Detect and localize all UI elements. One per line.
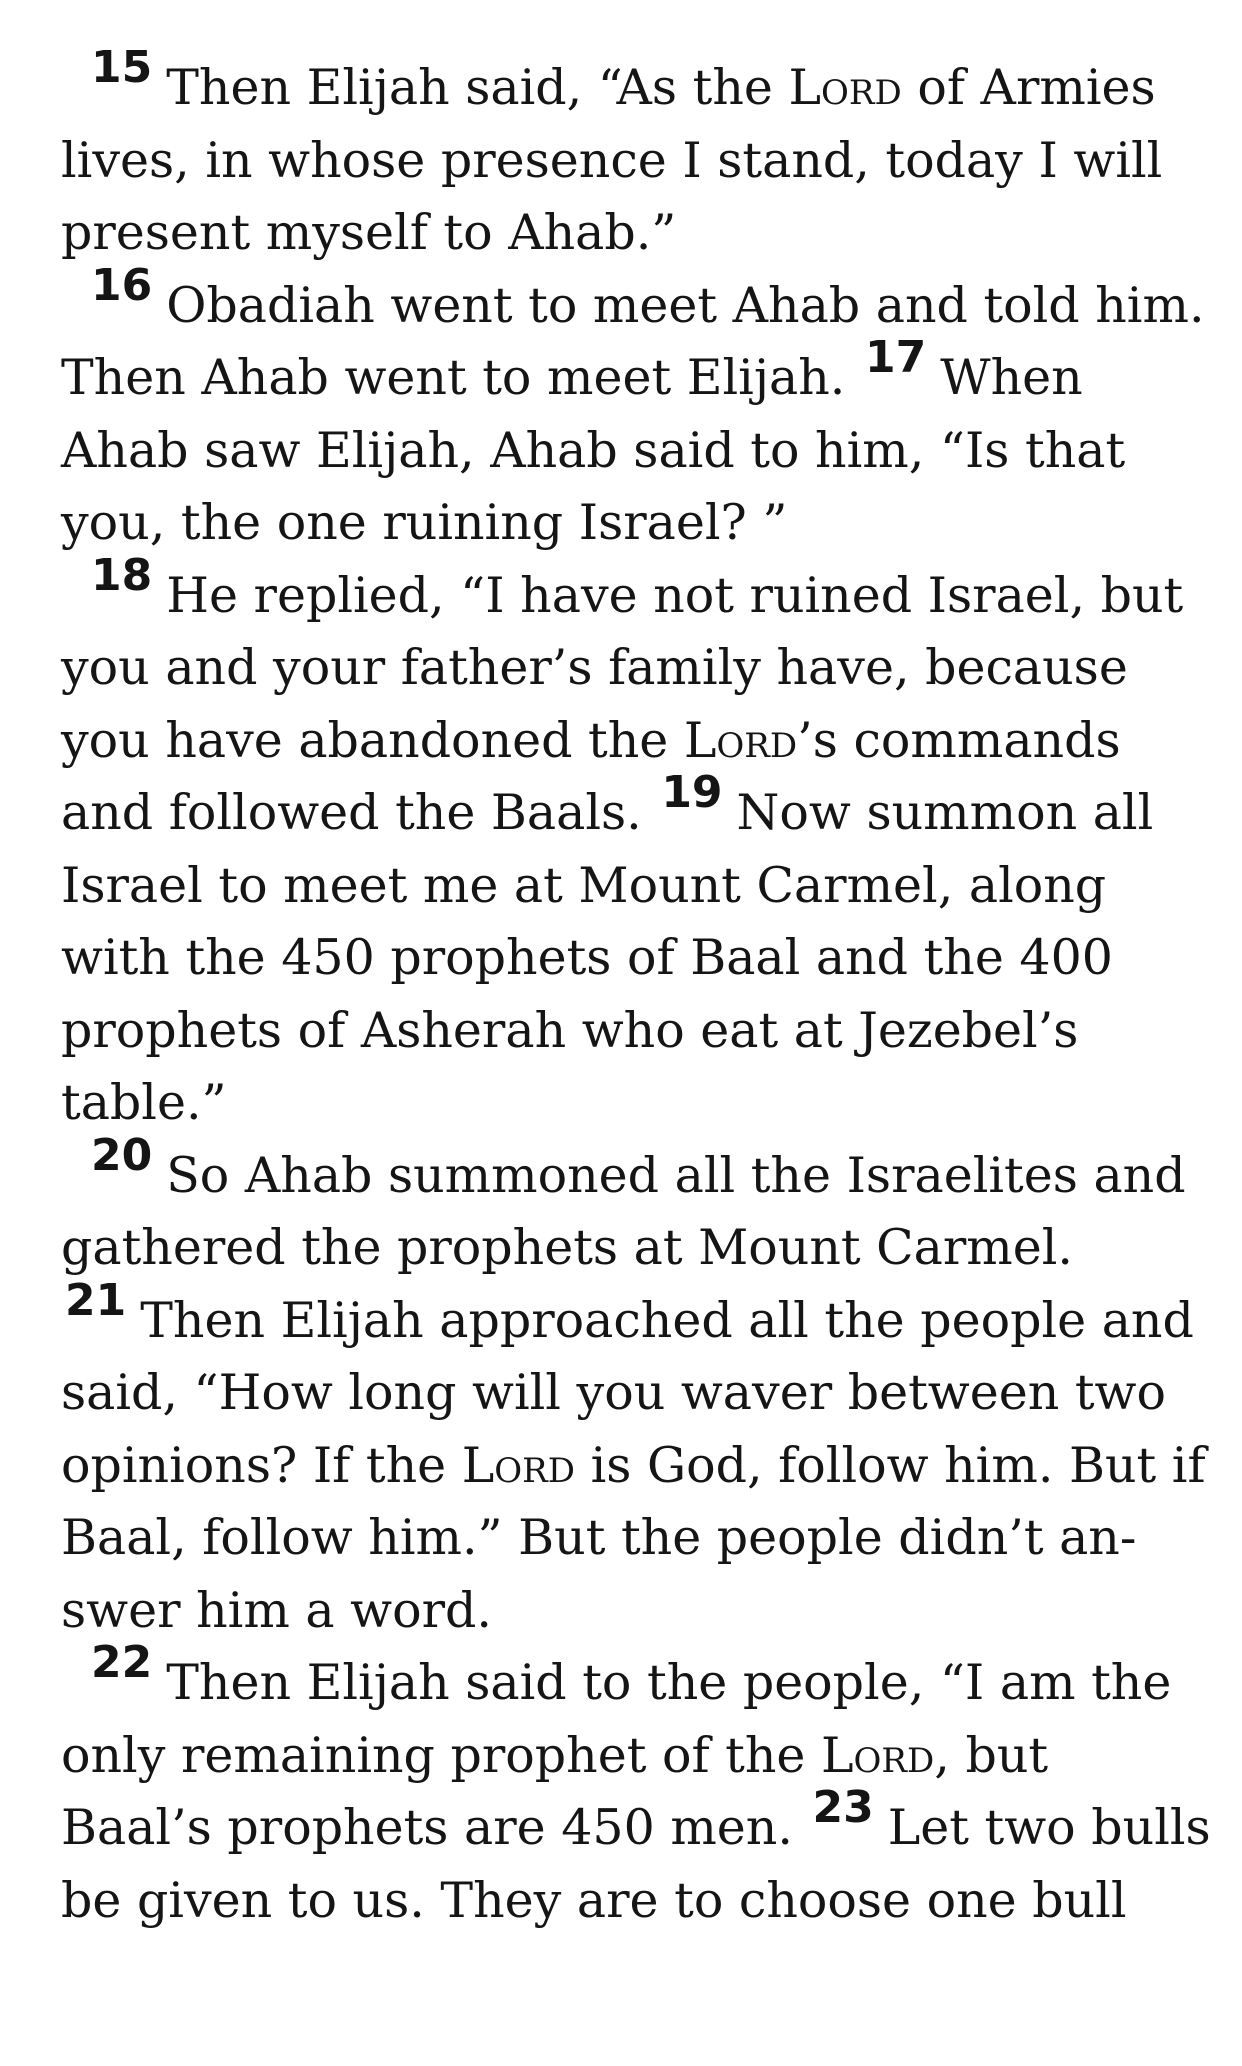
- paragraph-verse-22: [61, 1637, 1211, 1937]
- divine-name-lord: Lord: [461, 1436, 575, 1494]
- verse-15-text-part: Then Elijah said, “As the: [166, 59, 789, 116]
- verse-number-16[interactable]: 16: [91, 259, 153, 311]
- verse-23-text[interactable]: Let two bulls be given to us. They are to choose one bull: [61, 1799, 1211, 1929]
- verse-21-text-part: is God, follow him. But if Baal, follow him.” But the people didn’t an-swer him a word.: [61, 1436, 1206, 1639]
- verse-17-text[interactable]: When Ahab saw Elijah, Ahab said to him, “Is that you, the one ruining Israel? ”: [61, 349, 1126, 551]
- verse-18-text-part: ’s commands and followed the Baals.: [61, 711, 1121, 841]
- verse-number-22[interactable]: 22: [91, 1637, 153, 1688]
- divine-name-lord: Lord: [788, 59, 902, 116]
- verse-number-23[interactable]: 23: [812, 1782, 874, 1833]
- verse-number-20[interactable]: 20: [91, 1129, 153, 1181]
- verse-15-text-part: of Armies lives, in whose presence I stand, today I will present myself to Ahab.”: [61, 59, 1163, 261]
- divine-name-lord: Lord: [821, 1726, 935, 1784]
- verse-number-17[interactable]: 17: [864, 332, 927, 383]
- verse-21-text[interactable]: [61, 1292, 1206, 1639]
- verse-number-15[interactable]: 15: [91, 42, 153, 93]
- scripture-text: [61, 42, 1211, 1937]
- verse-number-18[interactable]: 18: [91, 549, 153, 601]
- paragraph-verse-15: [61, 42, 1211, 270]
- paragraph-verse-18: [61, 549, 1211, 1140]
- verse-19-text[interactable]: Now summon all Israel to meet me at Mount Carmel, along with the 450 prophets of Baal and the 400 prophets of Asherah who eat at Jezebel’s table.”: [61, 784, 1154, 1131]
- paragraph-verse-20: [61, 1129, 1211, 1648]
- verse-20-text[interactable]: So Ahab summoned all the Israelites and gathered the prophets at Mount Carmel.: [61, 1146, 1186, 1276]
- verse-21-text-part: Then Elijah approached all the people and said, “How long will you waver between two opinions? If the: [61, 1291, 1194, 1494]
- verse-18-text-part: He replied, “I have not ruined Israel, but you and your father’s family have, because you have abandoned the: [61, 566, 1184, 769]
- verse-16-text[interactable]: Obadiah went to meet Ahab and told him. Then Ahab went to meet Elijah.: [61, 276, 1205, 406]
- verse-15-text[interactable]: [61, 59, 1162, 261]
- verse-22-text-part: Then Elijah said to the people, “I am the only remaining prophet of the: [61, 1654, 1172, 1784]
- verse-number-19[interactable]: 19: [661, 767, 723, 818]
- verse-22-text-part: , but Baal’s prophets are 450 men.: [61, 1726, 1049, 1856]
- verse-number-21[interactable]: 21: [65, 1274, 127, 1326]
- paragraph-verse-16: [61, 259, 1211, 560]
- divine-name-lord: Lord: [683, 711, 798, 769]
